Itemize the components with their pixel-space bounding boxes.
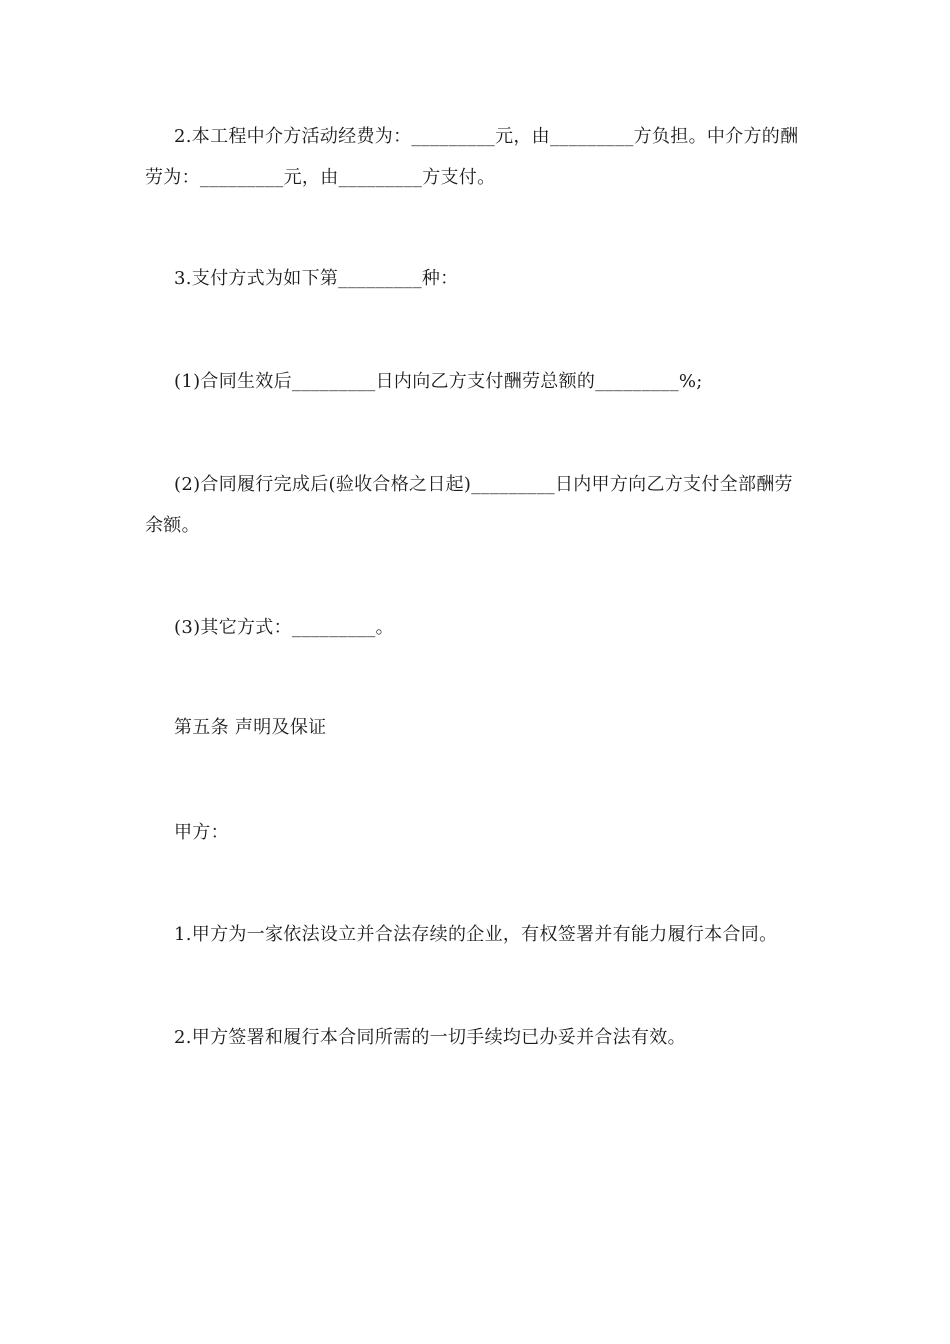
clause-4-3-3-paragraph: (3)其它方式：_________。: [174, 617, 394, 638]
clause-4-3-2-paragraph: (2)合同履行完成后(验收合格之日起)_________日内甲方向乙方支付全部酬劳余额。: [145, 474, 793, 536]
clause-5-1-paragraph: 1.甲方为一家依法设立并合法存续的企业，有权签署并有能力履行本合同。: [174, 924, 778, 945]
party-a-label: 甲方：: [174, 822, 229, 843]
clause-4-3-1-paragraph: (1)合同生效后_________日内向乙方支付酬劳总额的_________%;: [174, 371, 703, 392]
clause-4-3-paragraph: 3.支付方式为如下第_________种：: [174, 268, 459, 289]
clause-4-2-paragraph: 2.本工程中介方活动经费为：_________元，由_________方负担。中介方的酬劳为：_________元，由_________方支付。: [145, 126, 799, 188]
article-5-heading: 第五条 声明及保证: [174, 717, 327, 738]
clause-5-2-paragraph: 2.甲方签署和履行本合同所需的一切手续均已办妥并合法有效。: [174, 1027, 686, 1048]
